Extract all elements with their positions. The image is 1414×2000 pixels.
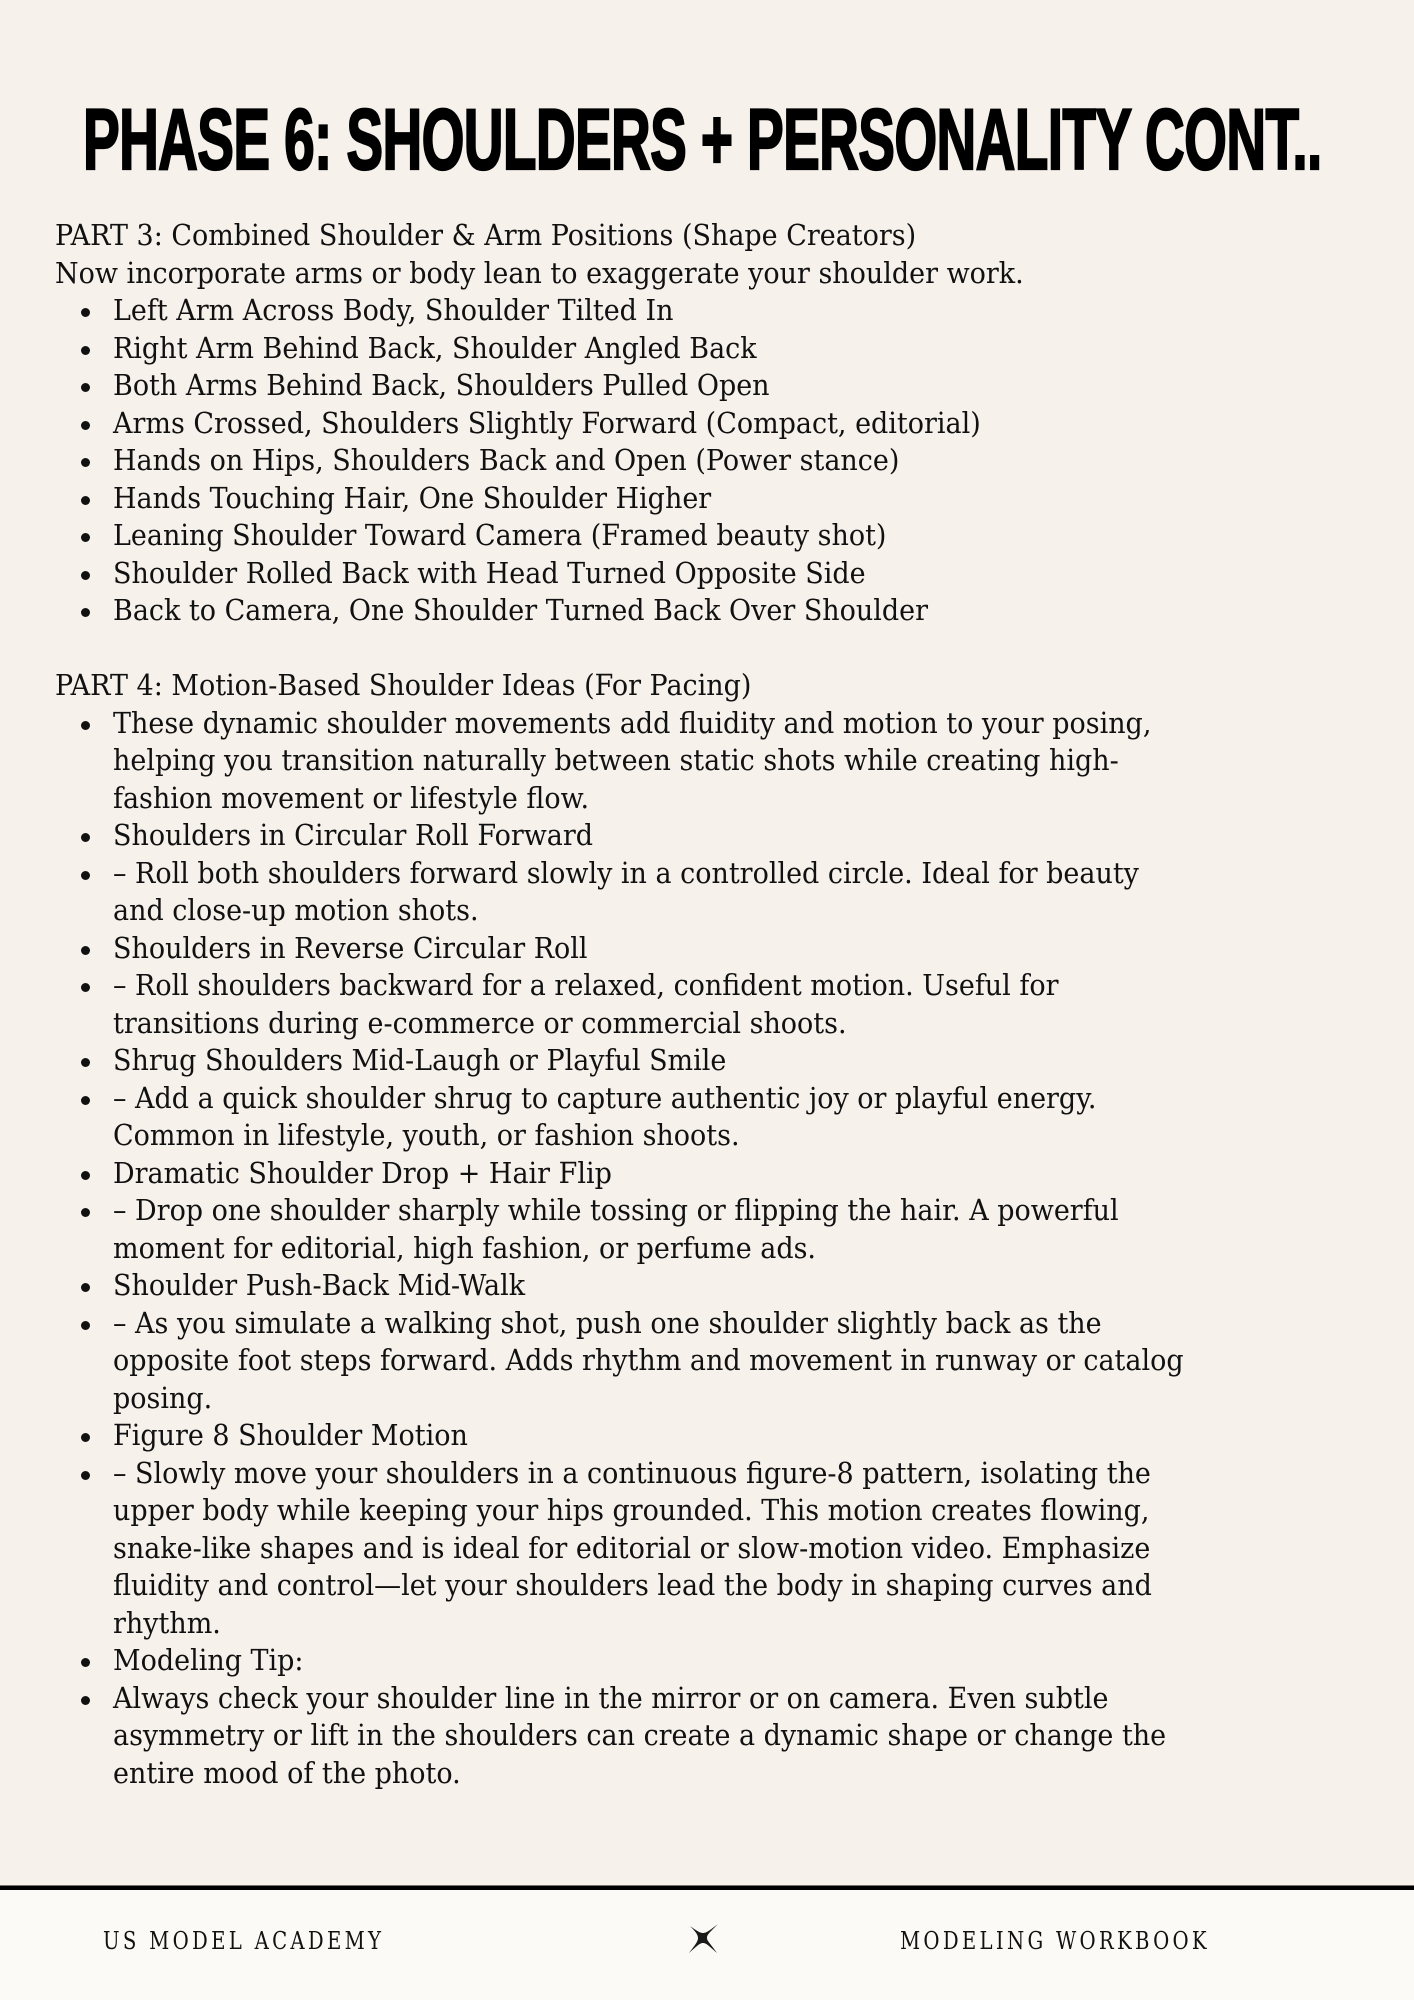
part4-heading (55, 667, 1355, 705)
list-item-text: asymmetry or lift in the shoulders can create a dynamic shape or change the (113, 1718, 1167, 1752)
list-item (55, 292, 1355, 330)
list-item-text: Left Arm Across Body, Shoulder Tilted In (113, 293, 674, 327)
bullet-icon (81, 946, 90, 955)
list-item-text: Common in lifestyle, youth, or fashion shoots. (113, 1118, 740, 1152)
part3-heading (55, 217, 1355, 255)
bullet-icon (81, 458, 90, 467)
part4-list (55, 705, 1355, 1793)
list-item (55, 1155, 1355, 1193)
list-item (55, 1080, 1355, 1155)
list-item-text: and close-up motion shots. (113, 893, 479, 927)
list-item-text: Both Arms Behind Back, Shoulders Pulled Open (113, 368, 770, 402)
list-item-text: Hands on Hips, Shoulders Back and Open (Power stance) (113, 443, 900, 477)
list-item-line (113, 1680, 1355, 1718)
list-item-line (113, 1342, 1355, 1380)
part3-heading-text: PART 3: Combined Shoulder & Arm Positions (Shape Creators) (55, 218, 917, 252)
list-item-line (113, 442, 1355, 480)
list-item-line (113, 1305, 1355, 1343)
list-item-text: – Slowly move your shoulders in a continuous figure-8 pattern, isolating the (113, 1455, 1151, 1490)
list-item-text: – Drop one shoulder sharply while tossing or flipping the hair. A powerful (113, 1193, 1119, 1227)
list-item-line (113, 817, 1355, 855)
list-item (55, 1192, 1355, 1267)
list-item-line (113, 1567, 1355, 1605)
bullet-icon (81, 1321, 90, 1330)
part4-heading-text: PART 4: Motion-Based Shoulder Ideas (For Pacing) (55, 668, 752, 702)
list-item-text: moment for editorial, high fashion, or perfume ads. (113, 1230, 817, 1265)
bullet-icon (81, 1696, 90, 1705)
list-item-text: snake-like shapes and is ideal for editorial or slow-motion video. Emphasize (113, 1530, 1151, 1565)
list-item (55, 517, 1355, 555)
list-item-line (113, 405, 1355, 443)
list-item (55, 405, 1355, 443)
list-item-text: fluidity and control—let your shoulders lead the body in shaping curves and (113, 1568, 1152, 1602)
list-item-text: Hands Touching Hair, One Shoulder Higher (113, 480, 712, 515)
bullet-icon (81, 1471, 90, 1480)
part3-intro (55, 255, 1355, 293)
list-item-line (113, 480, 1355, 518)
list-item (55, 592, 1355, 630)
list-item-text: Arms Crossed, Shoulders Slightly Forward (Compact, editorial) (113, 405, 981, 440)
list-item-text: – As you simulate a walking shot, push one shoulder slightly back as the (113, 1305, 1102, 1340)
list-item-text: – Roll shoulders backward for a relaxed, confident motion. Useful for (113, 968, 1059, 1002)
list-item-text: Leaning Shoulder Toward Camera (Framed beauty shot) (113, 518, 887, 552)
list-item-text: Modeling Tip: (113, 1643, 304, 1677)
list-item-line (113, 892, 1355, 930)
list-item-line (113, 1717, 1355, 1755)
part3-intro-text: Now incorporate arms or body lean to exaggerate your shoulder work. (55, 255, 1024, 290)
page-content (55, 217, 1355, 1792)
bullet-icon (81, 608, 90, 617)
bullet-icon (81, 721, 90, 730)
list-item (55, 330, 1355, 368)
list-item (55, 367, 1355, 405)
list-item-text: entire mood of the photo. (113, 1755, 461, 1790)
list-item-text: Figure 8 Shoulder Motion (113, 1418, 468, 1452)
bullet-icon (81, 1058, 90, 1067)
list-item (55, 480, 1355, 518)
list-item-text: Shoulder Push-Back Mid-Walk (113, 1268, 526, 1302)
list-item (55, 1417, 1355, 1455)
list-item-text: posing. (113, 1380, 213, 1415)
bullet-icon (81, 346, 90, 355)
list-item-line (113, 1155, 1355, 1193)
list-item-text: fashion movement or lifestyle flow. (113, 780, 590, 815)
list-item (55, 555, 1355, 593)
bullet-icon (81, 383, 90, 392)
list-item (55, 967, 1355, 1042)
list-item-line (113, 1417, 1355, 1455)
list-item-text: These dynamic shoulder movements add fluidity and motion to your posing, (113, 705, 1152, 740)
list-item (55, 442, 1355, 480)
list-item-line (113, 780, 1355, 818)
list-item (55, 817, 1355, 855)
bullet-icon (81, 1096, 90, 1105)
list-item-text: Always check your shoulder line in the mirror or on camera. Even subtle (113, 1680, 1109, 1715)
list-item-text: opposite foot steps forward. Adds rhythm and movement in runway or catalog (113, 1343, 1184, 1377)
bullet-icon (81, 533, 90, 542)
list-item-line (113, 592, 1355, 630)
list-item-line (113, 1642, 1355, 1680)
list-item (55, 930, 1355, 968)
footer-brand: US MODEL ACADEMY (103, 1927, 385, 1955)
list-item-text: helping you transition naturally between static shots while creating high- (113, 743, 1119, 777)
list-item (55, 855, 1355, 930)
list-item-line (113, 555, 1355, 593)
list-item-line (113, 1267, 1355, 1305)
list-item (55, 1455, 1355, 1643)
list-item-line (113, 1492, 1355, 1530)
list-item-line (113, 1042, 1355, 1080)
list-item-text: Shoulders in Reverse Circular Roll (113, 930, 588, 965)
bullet-icon (81, 983, 90, 992)
list-item-line (113, 1005, 1355, 1043)
list-item-text: Back to Camera, One Shoulder Turned Back Over Shoulder (113, 593, 929, 627)
list-item-text: Shoulder Rolled Back with Head Turned Opposite Side (113, 555, 866, 590)
section-gap (55, 630, 1355, 668)
list-item-line (113, 1755, 1355, 1793)
bullet-icon (81, 571, 90, 580)
four-point-star-icon (684, 1918, 724, 1958)
bullet-icon (81, 1433, 90, 1442)
bullet-icon (81, 308, 90, 317)
list-item-line (113, 742, 1355, 780)
list-item-line (113, 1455, 1355, 1493)
footer-workbook: MODELING WORKBOOK (900, 1927, 1210, 1955)
list-item (55, 1267, 1355, 1305)
list-item-text: transitions during e-commerce or commercial shoots. (113, 1005, 847, 1040)
list-item-line (113, 1380, 1355, 1418)
bullet-icon (81, 421, 90, 430)
bullet-icon (81, 1208, 90, 1217)
list-item-line (113, 855, 1355, 893)
list-item-text: upper body while keeping your hips grounded. This motion creates flowing, (113, 1493, 1150, 1527)
bullet-icon (81, 1283, 90, 1292)
list-item-line (113, 1080, 1355, 1118)
bullet-icon (81, 496, 90, 505)
bullet-icon (81, 1171, 90, 1180)
page-title: PHASE 6: SHOULDERS + PERSONALITY CONT.. (83, 92, 1322, 188)
part3-list (55, 292, 1355, 630)
list-item-line (113, 517, 1355, 555)
list-item (55, 1305, 1355, 1418)
list-item-text: Right Arm Behind Back, Shoulder Angled Back (113, 330, 757, 365)
bullet-icon (81, 833, 90, 842)
list-item-line (113, 1230, 1355, 1268)
list-item (55, 1680, 1355, 1793)
bullet-icon (81, 1658, 90, 1667)
list-item-text: Dramatic Shoulder Drop + Hair Flip (113, 1155, 612, 1190)
list-item-line (113, 292, 1355, 330)
list-item-line (113, 1192, 1355, 1230)
list-item-text: – Roll both shoulders forward slowly in a controlled circle. Ideal for beauty (113, 855, 1139, 890)
list-item-line (113, 1605, 1355, 1643)
list-item-text: Shrug Shoulders Mid-Laugh or Playful Smile (113, 1043, 727, 1077)
list-item-line (113, 367, 1355, 405)
footer (0, 1890, 1414, 2000)
list-item-line (113, 930, 1355, 968)
list-item (55, 1642, 1355, 1680)
list-item (55, 1042, 1355, 1080)
list-item-text: – Add a quick shoulder shrug to capture authentic joy or playful energy. (113, 1080, 1097, 1115)
bullet-icon (81, 871, 90, 880)
list-item-text: Shoulders in Circular Roll Forward (113, 818, 594, 852)
list-item-line (113, 967, 1355, 1005)
list-item-line (113, 705, 1355, 743)
list-item (55, 705, 1355, 818)
list-item-line (113, 1117, 1355, 1155)
list-item-line (113, 1530, 1355, 1568)
list-item-line (113, 330, 1355, 368)
list-item-text: rhythm. (113, 1605, 221, 1640)
